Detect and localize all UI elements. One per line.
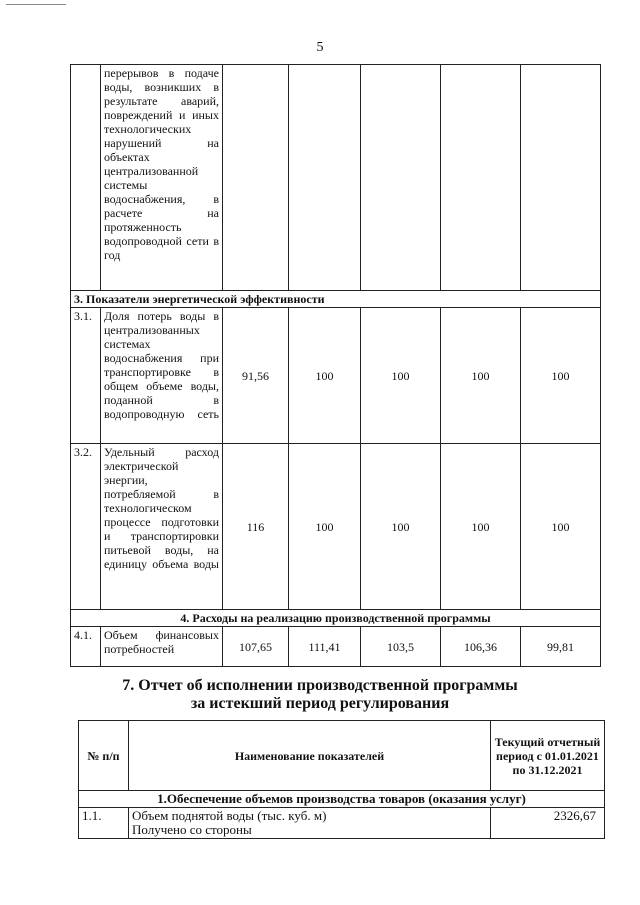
indicator-name-line: Получено со стороны — [132, 822, 252, 837]
column-header-name: Наименование показателей — [129, 721, 491, 791]
header-row — [79, 721, 605, 791]
report-table — [78, 720, 605, 839]
value-cell: 100 — [521, 308, 601, 444]
row-number: 3.2. — [71, 444, 101, 610]
section-3-title: 3. Показатели энергетической эффективности — [71, 291, 601, 308]
row-number: 4.1. — [71, 627, 101, 667]
value-cell: 2326,67 — [491, 808, 605, 839]
indicator-name-line: Объем поднятой воды (тыс. куб. м) — [132, 808, 327, 823]
table-row — [71, 65, 601, 291]
row-number: 1.1. — [79, 808, 129, 839]
table-row — [71, 444, 601, 610]
row-number-cell — [71, 65, 101, 291]
value-cell: 100 — [521, 444, 601, 610]
indicator-name — [129, 808, 491, 839]
indicator-description: Удельный расход электрической энергии, потребляемой в технологическом процессе подготовки и транспортировки питьевой воды, на единицу объема воды — [101, 444, 223, 610]
value-cell: 100 — [441, 308, 521, 444]
value-cell: 116 — [223, 444, 289, 610]
indicators-table — [70, 64, 601, 667]
column-header-period: Текущий отчетный период с 01.01.2021 по 31.12.2021 — [491, 721, 605, 791]
value-cell: 100 — [289, 308, 361, 444]
table-row — [79, 808, 605, 839]
page-number: 5 — [316, 40, 324, 55]
table-row — [71, 627, 601, 667]
table-row — [71, 308, 601, 444]
column-header-number: № п/п — [79, 721, 129, 791]
section-7-heading-line2: за истекший период регулирования — [190, 695, 450, 712]
section-7-heading-line1: 7. Отчет об исполнении производственной программы — [122, 677, 518, 694]
row-number: 3.1. — [71, 308, 101, 444]
value-cell: 100 — [361, 308, 441, 444]
section-row — [71, 291, 601, 308]
value-cell: 106,36 — [441, 627, 521, 667]
value-cell: 107,65 — [223, 627, 289, 667]
section-row — [79, 791, 605, 808]
value-cell: 100 — [361, 444, 441, 610]
value-cell: 100 — [441, 444, 521, 610]
section-1-title: 1.Обеспечение объемов производства товаров (оказания услуг) — [79, 791, 605, 808]
section-4-title: 4. Расходы на реализацию производственной программы — [71, 610, 601, 627]
value-cell: 100 — [289, 444, 361, 610]
value-cell: 103,5 — [361, 627, 441, 667]
indicator-description: Доля потерь воды в централизованных системах водоснабжения при транспортировке в общем объеме воды, поданной в водопроводную сеть — [101, 308, 223, 444]
section-row — [71, 610, 601, 627]
scan-corner-line — [6, 4, 66, 5]
indicator-description: перерывов в подаче воды, возникших в результате аварий, повреждений и иных технологических нарушений на объектах централизованной системы водоснабжения, в расчете на протяженность водопроводной сети в год — [101, 65, 223, 291]
value-cell: 99,81 — [521, 627, 601, 667]
value-cell: 91,56 — [223, 308, 289, 444]
indicator-description: Объем финансовых потребностей — [101, 627, 223, 667]
value-cell: 111,41 — [289, 627, 361, 667]
